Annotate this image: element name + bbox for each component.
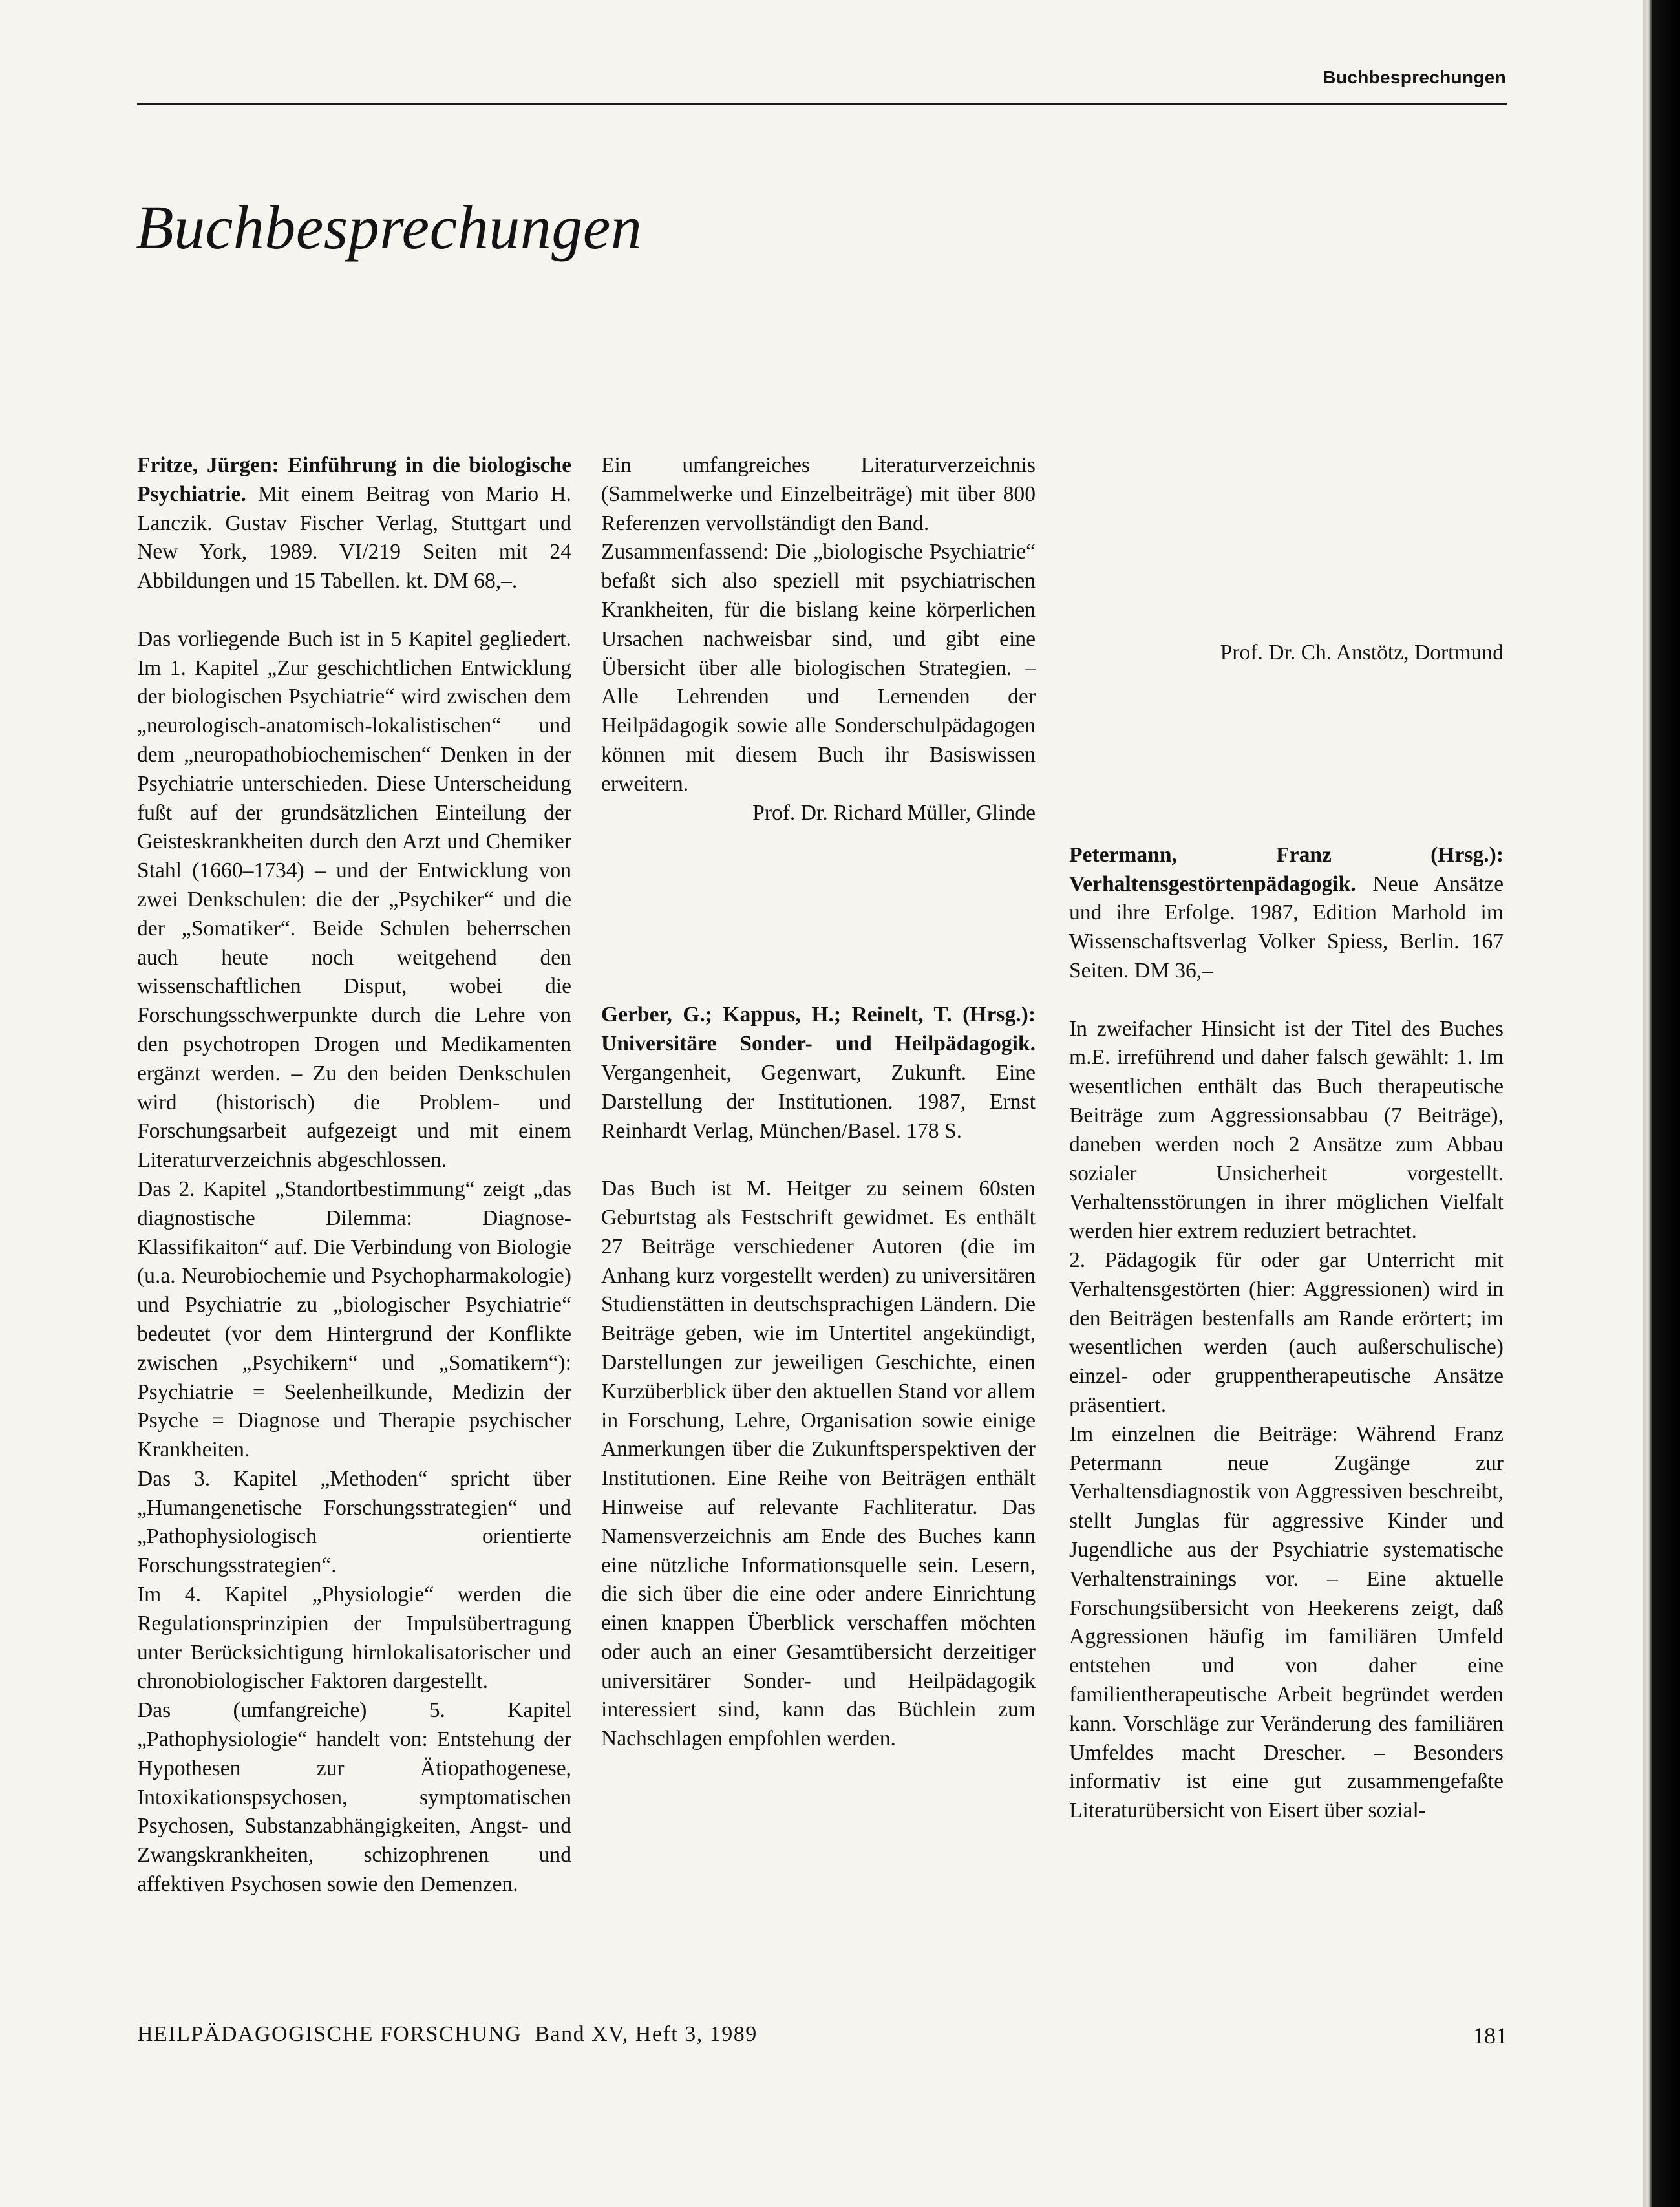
column-1: [137, 451, 571, 1897]
column-2: [601, 451, 1036, 1754]
page-edge: [1643, 0, 1680, 2207]
review-1-paragraph: Zusammenfassend: Die „biologische Psychiatrie“ befaßt sich also speziell mit psychiatrischen Krankheiten, für die bislang keine körperlichen Ursachen nachweisbar sind, und gibt eine Übersicht über alle biologischen Strategien. – Alle Lehrenden und Lernenden der Heilpädagogik sowie alle Sonderschulpädagogen können mit diesem Buch ihr Basiswissen erweitern.: [601, 540, 1036, 796]
review-2-publication: Vergangenheit, Gegenwart, Zukunft. Eine Darstellung der Institutionen. 1987, Ernst Reinhardt Verlag, München/Basel. 178 S.: [601, 1060, 1036, 1143]
review-2-signature: Prof. Dr. Ch. Anstötz, Dortmund: [1220, 641, 1504, 665]
running-head: Buchbesprechungen: [1323, 67, 1506, 87]
review-3-heading: [1069, 841, 1504, 986]
page-title: Buchbesprechungen: [136, 193, 643, 262]
review-1-paragraph: Das 2. Kapitel „Standortbestimmung“ zeigt „das diagnostische Dilemma: Diagnose-Klassifikaiton“ auf. Die Verbindung von Biologie (u.a. Neurobiochemie und Psychopharmakologie) und Psychiatrie zu „biologischer Psychiatrie“ bedeutet (vor dem Hintergrund der Konflikte zwischen „Psychikern“ und „Somatikern“): Psychiatrie = Seelenheilkunde, Medizin der Psyche = Diagnose und Therapie psychischer Krankheiten.: [137, 1177, 571, 1462]
review-1-heading: [137, 451, 571, 596]
review-2-title: Gerber, G.; Kappus, H.; Reinelt, T. (Hrsg.): Universitäre Sonder- und Heilpädagogik.: [601, 1003, 1036, 1056]
review-1-paragraph: Im 4. Kapitel „Physiologie“ werden die Regulationsprinzipien der Impulsübertragung unter Berücksichtigung hirnlokalisatorischer und chronobiologischer Faktoren dargestellt.: [137, 1583, 571, 1694]
review-2-heading: [601, 1001, 1036, 1146]
footer-journal: HEILPÄDAGOGISCHE FORSCHUNG Band XV, Heft 3, 1989: [137, 2022, 758, 2046]
review-3-paragraph: Im einzelnen die Beiträge: Während Franz Petermann neue Zugänge zur Verhaltensdiagnostik von Aggressiven beschreibt, stellt Junglas für aggressive Kinder und Jugendliche aus der Psychiatrie systematische Verhaltenstrainings vor. – Eine aktuelle Forschungsübersicht von Heekerens zeigt, daß Aggressionen häufig im familiären Umfeld entstehen und von daher eine familientherapeutische Arbeit begründet werden kann. Vorschläge zur Veränderung des familiären Umfeldes macht Drescher. – Besonders informativ ist eine gut zusammengefaßte Literaturübersicht von Eisert über sozial-: [1069, 1422, 1504, 1823]
review-1-title: Fritze, Jürgen: Einführung in die biologische Psychiatrie.: [137, 453, 571, 506]
page-number: 181: [1473, 2023, 1507, 2049]
review-1-publication: Mit einem Beitrag von Mario H. Lanczik. Gustav Fischer Verlag, Stuttgart und New York, 1989. VI/219 Seiten mit 24 Abbildungen und 15 Tabellen. kt. DM 68,–.: [137, 482, 571, 593]
review-3-paragraph: In zweifacher Hinsicht ist der Titel des Buches m.E. irreführend und daher falsch gewählt: 1. Im wesentlichen enthält das Buch therapeutische Beiträge zum Aggressionsabbau (7 Beiträge), daneben werden noch 2 Ansätze zum Abbau sozialer Unsicherheit vorgestellt. Verhaltensstörungen in ihrer möglichen Vielfalt werden hier extrem reduziert betrachtet.: [1069, 1016, 1504, 1244]
review-1-paragraph: Das (umfangreiche) 5. Kapitel „Pathophysiologie“ handelt von: Entstehung der Hypothesen zur Ätiopathogenese, Intoxikationspsychosen, symptomatischen Psychosen, Substanzabhängigkeiten, Angst- und Zwangskrankheiten, schizophrenen und affektiven Psychosen sowie den Demenzen.: [137, 1698, 571, 1897]
review-3-publication: Neue Ansätze und ihre Erfolge. 1987, Edition Marhold im Wissenschaftsverlag Volker Spiess, Berlin. 167 Seiten. DM 36,–: [1069, 871, 1504, 983]
review-3-title: Petermann, Franz (Hrsg.): Verhaltensgestörtenpädagogik.: [1069, 842, 1504, 896]
review-1-signature: Prof. Dr. Richard Müller, Glinde: [752, 800, 1036, 825]
review-1-paragraph: Das vorliegende Buch ist in 5 Kapitel gegliedert. Im 1. Kapitel „Zur geschichtlichen Entwicklung der biologischen Psychiatrie“ wird zwischen dem „neurologisch-anatomisch-lokalistischen“ und dem „neuropathobiochemischen“ Denken in der Psychiatrie unterschieden. Diese Unterscheidung fußt auf der grundsätzlichen Einteilung der Geisteskrankheiten durch den Arzt und Chemiker Stahl (1660–1734) – und der Entwicklung von zwei Denkschulen: die der „Psychiker“ und die der „Somatiker“. Beide Schulen beherrschen auch heute noch weitgehend den wissenschaftlichen Disput, wobei die Forschungsschwerpunkte durch die Lehre von den psychotropen Drogen und Medikamenten ergänzt werden. – Zu den beiden Denkschulen wird (historisch) die Problem- und Forschungsarbeit aufgezeigt und mit einem Literaturverzeichnis abgeschlossen.: [137, 626, 571, 1173]
review-2-paragraph: Das Buch ist M. Heitger zu seinem 60sten Geburtstag als Festschrift gewidmet. Es enthält 27 Beiträge verschiedener Autoren (die im Anhang kurz vorgestellt werden) zu universitären Studienstätten in deutschsprachigen Ländern. Die Beiträge geben, wie im Untertitel angekündigt, Darstellungen zur jeweiligen Geschichte, einen Kurzüberblick über den aktuellen Stand vor allem in Forschung, Lehre, Organisation sowie einige Anmerkungen über die Zukunftsperspektiven der Institutionen. Eine Reihe von Beiträgen enthält Hinweise auf relevante Fachliteratur. Das Namensverzeichnis am Ende des Buches kann eine nützliche Informationsquelle sein. Lesern, die sich über die eine oder andere Einrichtung einen knappen Überblick verschaffen möchten oder auch an einer Gesamtübersicht derzeitiger universitärer Sonder- und Heilpädagogik interessiert sind, kann das Büchlein zum Nachschlagen empfohlen werden.: [601, 1177, 1036, 1751]
column-3: [1069, 451, 1504, 1826]
review-1-paragraph: Ein umfangreiches Literaturverzeichnis (Sammelwerke und Einzelbeiträge) mit über 800 Referenzen vervollständigt den Band.: [601, 453, 1036, 535]
header-rule: [137, 103, 1507, 105]
review-3-paragraph: 2. Pädagogik für oder gar Unterricht mit Verhaltensgestörten (hier: Aggressionen) wird in den Beiträgen bestenfalls am Rande erörtert; im wesentlichen werden (auch außerschulische) einzel- oder gruppentherapeutische Ansätze präsentiert.: [1069, 1248, 1504, 1417]
review-1-paragraph: Das 3. Kapitel „Methoden“ spricht über „Humangenetische Forschungsstrategien“ und „Pathophysiologisch orientierte Forschungsstrategien“.: [137, 1466, 571, 1578]
